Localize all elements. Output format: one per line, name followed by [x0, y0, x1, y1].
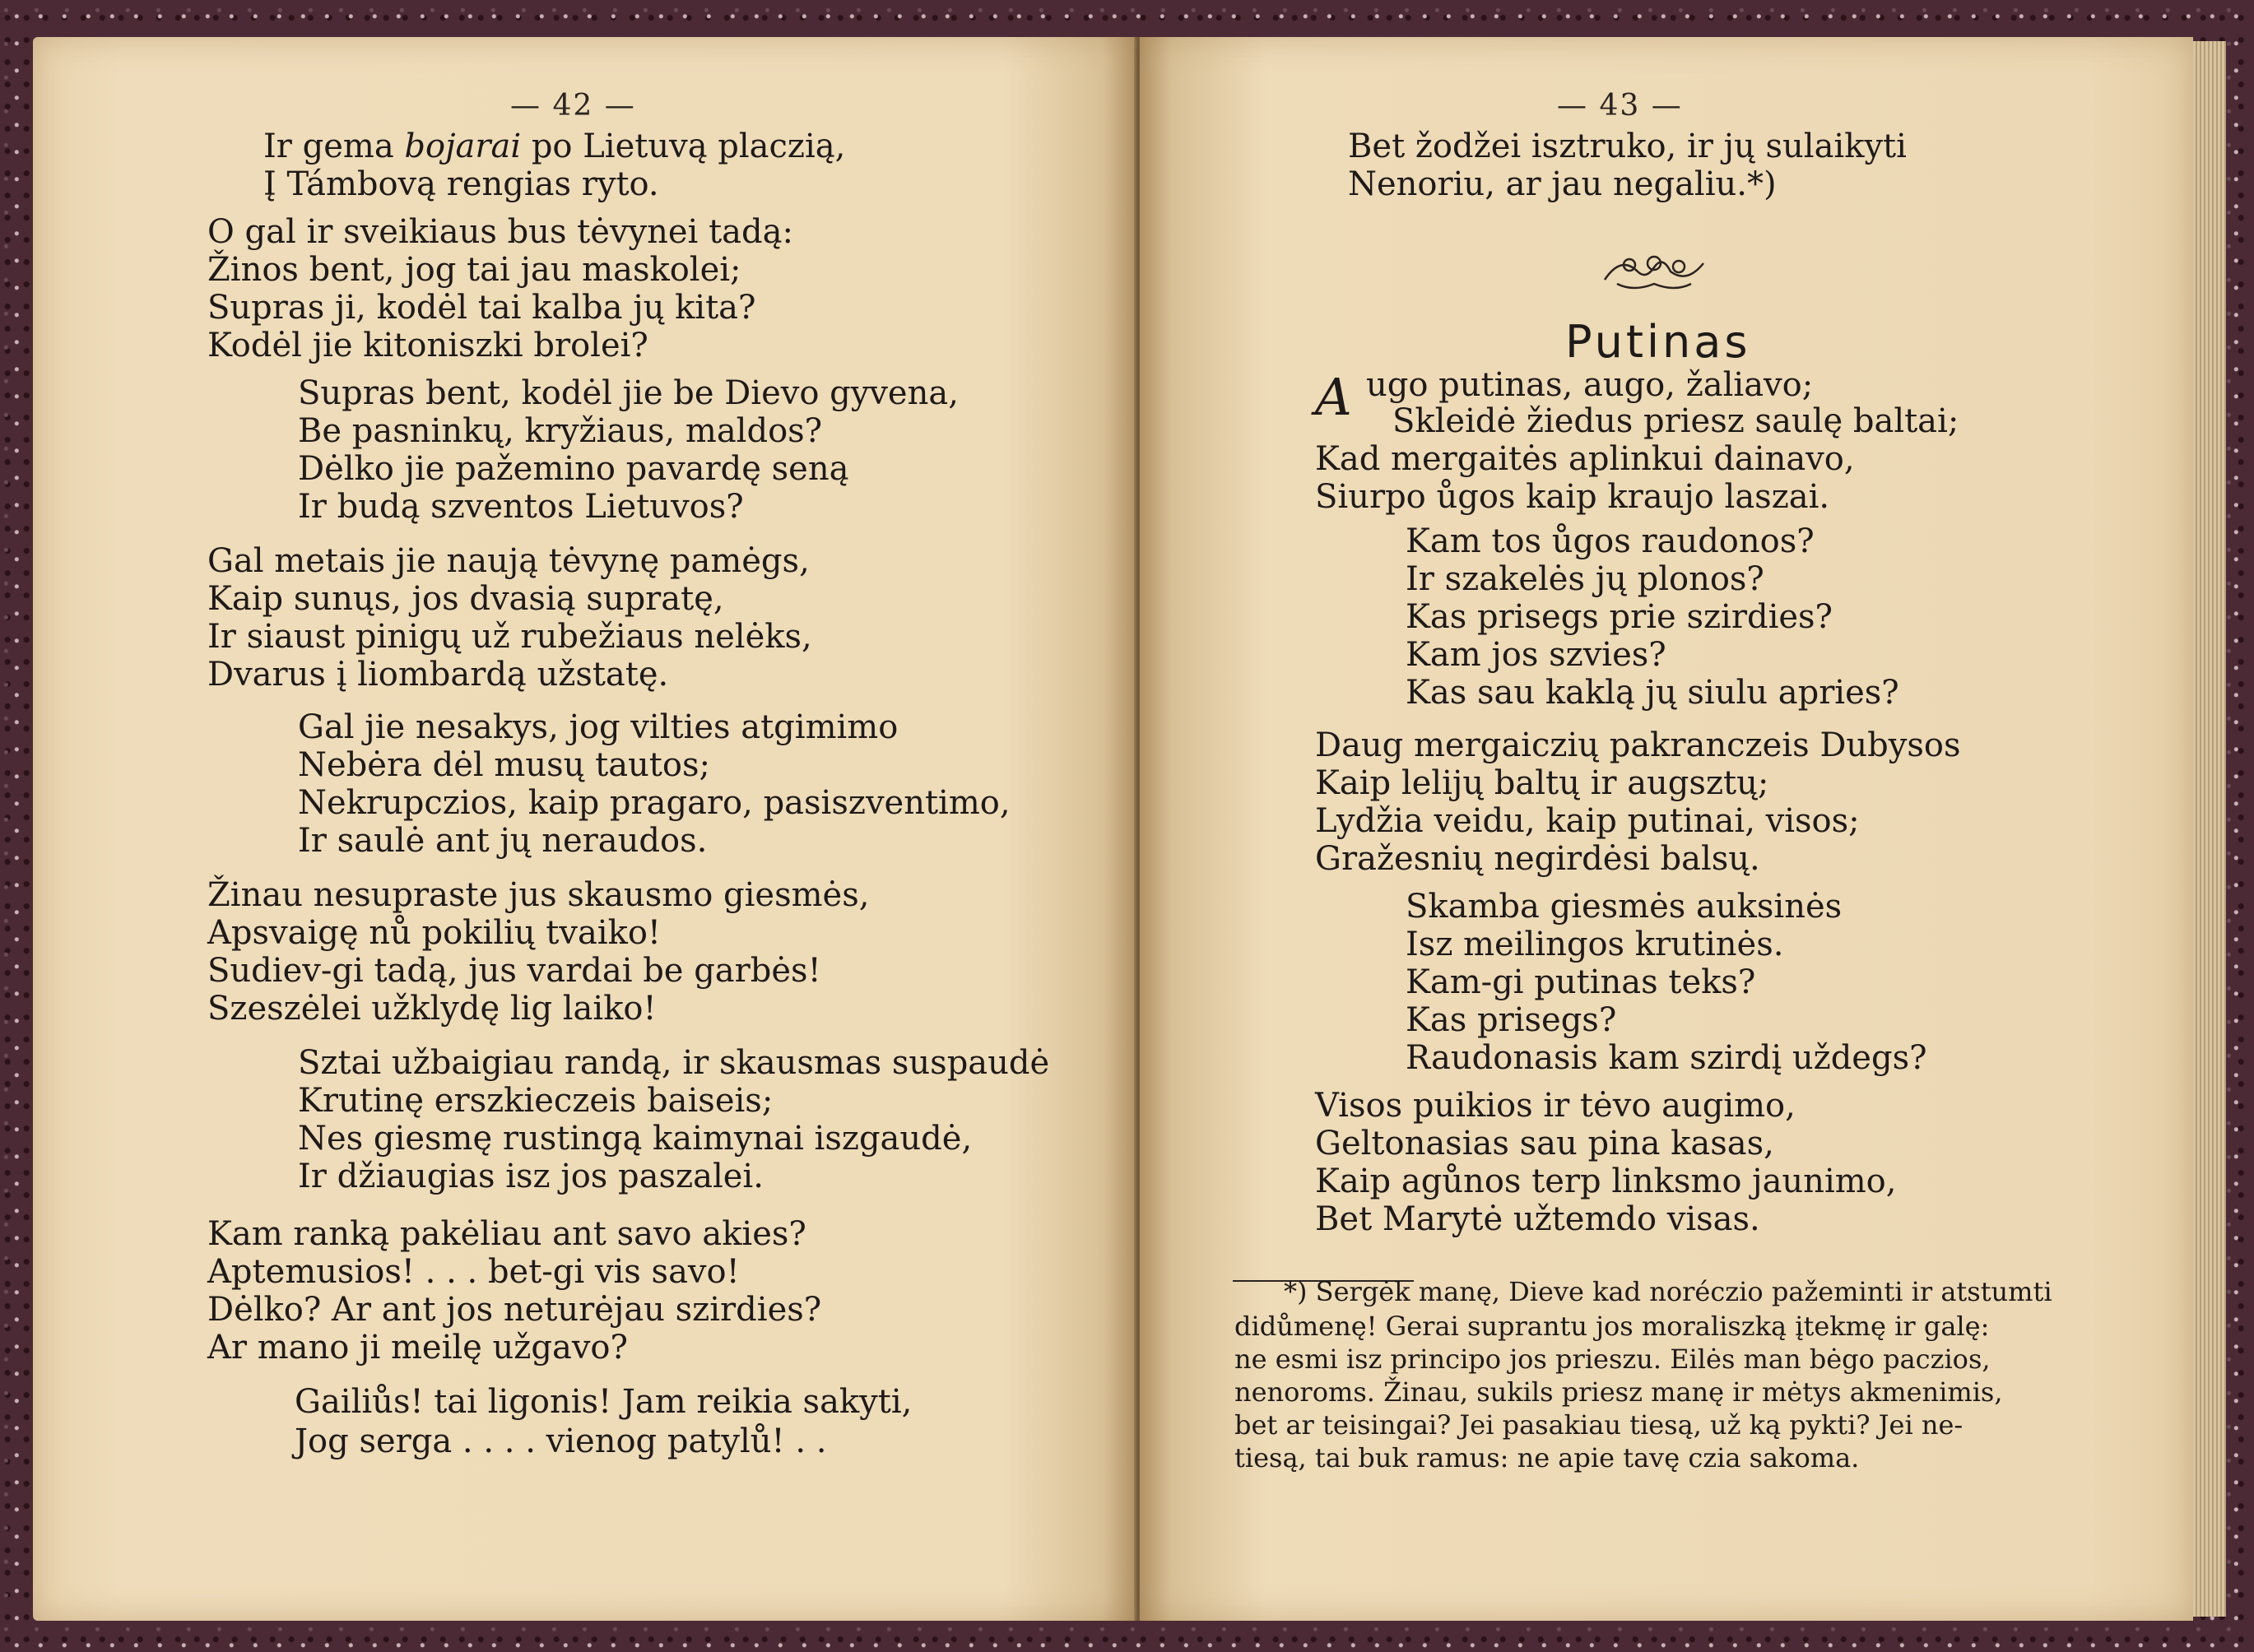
- right-poem-line: Raudonasis kam szirdį uždegs?: [1406, 1039, 1927, 1077]
- floral-ornament-icon: [1596, 247, 1712, 296]
- left-poem-line: Aptemusios! . . . bet-gi vis savo!: [207, 1253, 740, 1291]
- left-poem-line: Kam ranką pakėliau ant savo akies?: [207, 1215, 806, 1253]
- right-poem-line: ugo putinas, augo, žaliavo;: [1366, 366, 1814, 404]
- page-edges: [2193, 41, 2226, 1617]
- left-poem-line: Dvarus į liombardą užstatę.: [207, 656, 669, 694]
- right-poem-line: Daug mergaiczių pakranczeis Dubysos: [1315, 726, 1961, 764]
- footnote-line: *) Sergėk manę, Dieve kad noréczio pažeminti ir atstumti: [1284, 1276, 2052, 1307]
- left-poem-line: Sztai užbaigiau randą, ir skausmas suspaudė: [298, 1044, 1050, 1082]
- right-poem-line: Kas prisegs prie szirdies?: [1406, 598, 1833, 636]
- footnote-line: ne esmi isz principo jos prieszu. Eilės man bėgo paczios,: [1234, 1343, 1991, 1375]
- right-poem-line: Bet žodžei isztruko, ir jų sulaikyti: [1348, 128, 1907, 165]
- right-poem-line: Kaip agůnos terp linksmo jaunimo,: [1315, 1162, 1897, 1200]
- left-poem-line: O gal ir sveikiaus bus tėvynei tadą:: [207, 213, 793, 251]
- right-poem-line: Isz meilingos krutinės.: [1406, 926, 1784, 963]
- right-poem-line: Bet Marytė užtemdo visas.: [1315, 1200, 1760, 1238]
- right-poem-line: Kas sau kaklą jų siulu apries?: [1406, 674, 1899, 712]
- left-poem-line: Nes giesmę rustingą kaimynai iszgaudė,: [298, 1120, 973, 1158]
- right-poem-line: Gražesnių negirdėsi balsų.: [1315, 840, 1760, 878]
- right-page-number: — 43 —: [1557, 89, 1683, 123]
- right-poem-line: Nenoriu, ar jau negaliu.*): [1348, 165, 1777, 203]
- right-poem-line: Ir szakelės jų plonos?: [1406, 560, 1764, 598]
- left-poem-line: Žinos bent, jog tai jau maskolei;: [207, 251, 741, 289]
- right-poem-line: Skleidė žiedus priesz saulę baltai;: [1392, 402, 1959, 440]
- left-poem-line: Jog serga . . . . vienog patylů! . .: [295, 1422, 827, 1460]
- footnote-line: nenoroms. Žinau, sukils priesz manę ir mėtys akmenimis,: [1234, 1376, 2003, 1408]
- drop-cap-letter: A: [1315, 367, 1352, 427]
- right-poem-line: Lydžia veidu, kaip putinai, visos;: [1315, 802, 1860, 840]
- left-poem-line: Kodėl jie kitoniszki brolei?: [207, 327, 648, 364]
- right-poem-line: Siurpo ůgos kaip kraujo laszai.: [1315, 478, 1830, 516]
- left-poem-line: Į Támbovą rengias ryto.: [263, 165, 659, 203]
- left-page-number: — 42 —: [510, 89, 636, 123]
- left-poem-line: Ir saulė ant jų neraudos.: [298, 822, 708, 860]
- footnote-line: tiesą, tai buk ramus: ne apie tavę czia sakoma.: [1234, 1442, 1860, 1473]
- right-poem-line: Kam-gi putinas teks?: [1406, 963, 1756, 1001]
- left-poem-line: Nekrupczios, kaip pragaro, pasiszventimo,: [298, 784, 1011, 822]
- right-poem-line: Kad mergaitės aplinkui dainavo,: [1315, 440, 1855, 478]
- right-poem-line: Kam tos ůgos raudonos?: [1406, 522, 1815, 560]
- left-poem-line: Supras bent, kodėl jie be Dievo gyvena,: [298, 374, 959, 412]
- left-poem-line: Apsvaigę nů pokilių tvaiko!: [207, 914, 661, 952]
- right-poem-line: Geltonasias sau pina kasas,: [1315, 1125, 1774, 1162]
- left-poem-line: Ir džiaugias isz jos paszalei.: [298, 1158, 764, 1195]
- left-poem-line: Gal metais jie naują tėvynę pamėgs,: [207, 542, 810, 580]
- left-poem-line: Ir siaust pinigų už rubežiaus nelėks,: [207, 618, 812, 656]
- left-poem-line: Gailiůs! tai ligonis! Jam reikia sakyti,: [295, 1383, 913, 1421]
- footnote-line: didůmenę! Gerai suprantu jos moraliszką įtekmę ir galę:: [1234, 1311, 1990, 1342]
- left-poem-line: Szeszėlei užklydę lig laiko!: [207, 990, 657, 1028]
- right-poem-line: Kaip lelijų baltų ir augsztų;: [1315, 764, 1769, 802]
- left-poem-line: Dėlko? Ar ant jos neturėjau szirdies?: [207, 1291, 822, 1329]
- left-poem-line: Dėlko jie pažemino pavardę seną: [298, 450, 849, 488]
- left-poem-line: Supras ji, kodėl tai kalba jų kita?: [207, 289, 756, 327]
- right-poem-line: Kas prisegs?: [1406, 1001, 1617, 1039]
- drop-cap: [1315, 367, 1352, 427]
- left-poem-line: Gal jie nesakys, jog vilties atgimimo: [298, 708, 899, 746]
- footnote-line: bet ar teisingai? Jei pasakiau tiesą, už ką pykti? Jei ne-: [1234, 1409, 1964, 1441]
- left-poem-line: Ir budą szventos Lietuvos?: [298, 488, 744, 526]
- left-poem-line: Ar mano ji meilę užgavo?: [207, 1329, 628, 1367]
- left-poem-line: Kaip sunųs, jos dvasią supratę,: [207, 580, 724, 618]
- left-poem-line: Ir gema bojarai po Lietuvą placzią,: [263, 128, 846, 165]
- poem-title: Putinas: [1565, 316, 1751, 368]
- left-poem-line: Krutinę erszkieczeis baiseis;: [298, 1082, 774, 1120]
- right-poem-line: Skamba giesmės auksinės: [1406, 888, 1843, 926]
- left-poem-line: Be pasninkų, kryžiaus, maldos?: [298, 412, 823, 450]
- left-poem-line: Sudiev-gi tadą, jus vardai be garbės!: [207, 952, 821, 990]
- left-poem-line: Nebėra dėl musų tautos;: [298, 746, 710, 784]
- right-poem-line: Kam jos szvies?: [1406, 636, 1666, 674]
- right-poem-line: Visos puikios ir tėvo augimo,: [1315, 1087, 1796, 1125]
- left-poem-line: Žinau nesupraste jus skausmo giesmės,: [207, 876, 870, 914]
